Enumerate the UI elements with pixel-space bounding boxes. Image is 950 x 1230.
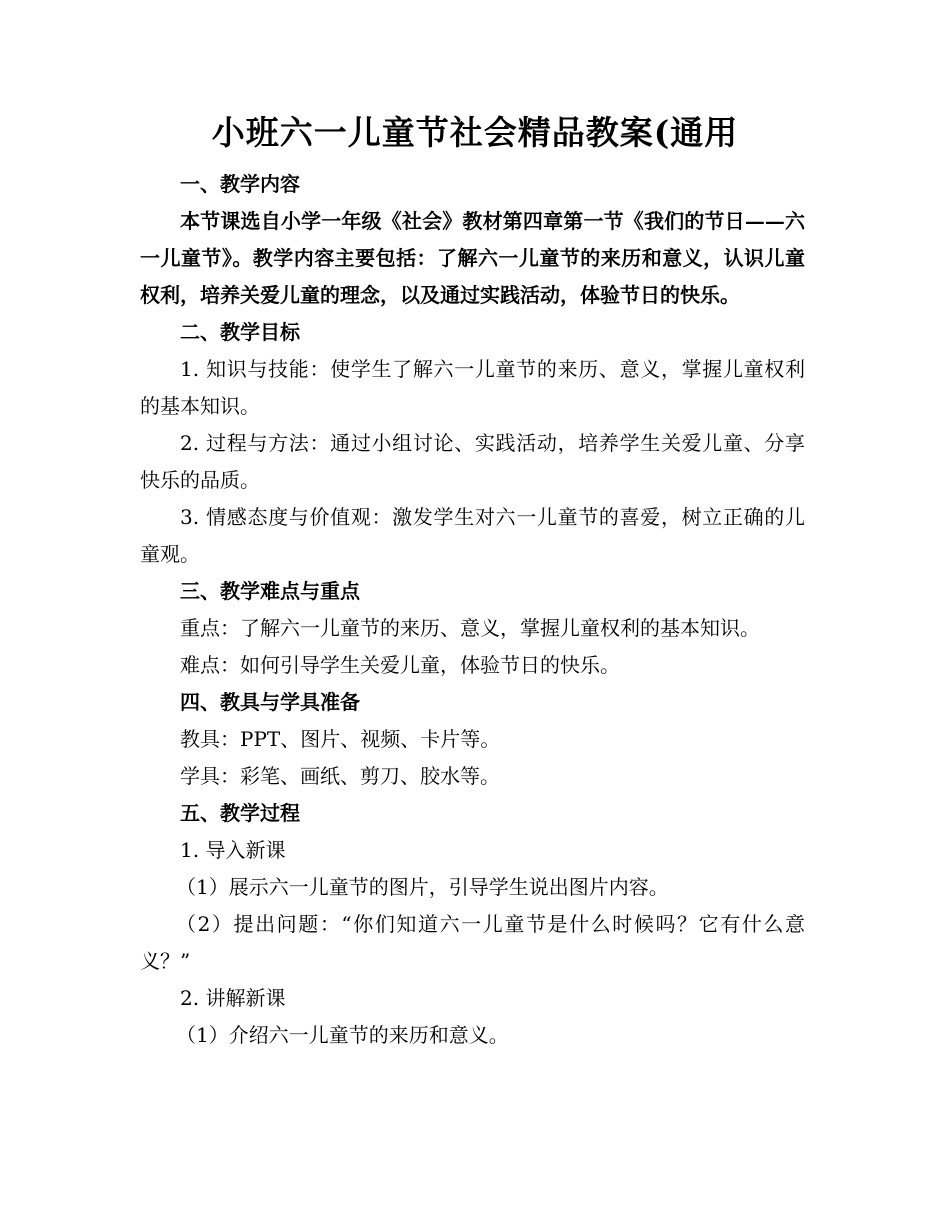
paragraph: 本节课选自小学一年级《社会》教材第四章第一节《我们的节日——六一儿童节》。教学内容主要包括：了解六一儿童节的来历和意义，认识儿童权利，培养关爱儿童的理念，以及通过实践活动，体验节日的快乐。: [140, 209, 805, 307]
document-title: 小班六一儿童节社会精品教案(通用: [211, 113, 739, 152]
section-heading: 一、教学内容: [180, 172, 300, 196]
document-body: [140, 166, 805, 1054]
teacher-tools: 教具：PPT、图片、视频、卡片等。: [180, 727, 501, 751]
objective-item: 2. 过程与方法：通过小组讨论、实践活动，培养学生关爱儿童、分享快乐的品质。: [140, 431, 805, 492]
section-heading: 三、教学难点与重点: [180, 579, 360, 603]
process-substep: （1）展示六一儿童节的图片，引导学生说出图片内容。: [176, 875, 669, 899]
process-step: 2. 讲解新课: [180, 986, 286, 1010]
student-tools: 学具：彩笔、画纸、剪刀、胶水等。: [180, 764, 500, 788]
difficult-point: 难点：如何引导学生关爱儿童，体验节日的快乐。: [180, 653, 620, 677]
key-point: 重点：了解六一儿童节的来历、意义，掌握儿童权利的基本知识。: [180, 616, 760, 640]
process-step: 1. 导入新课: [180, 838, 286, 862]
objective-item: 1. 知识与技能：使学生了解六一儿童节的来历、意义，掌握儿童权利的基本知识。: [140, 357, 805, 418]
section-heading: 四、教具与学具准备: [180, 690, 360, 714]
section-heading: 五、教学过程: [180, 801, 300, 825]
objective-item: 3. 情感态度与价值观：激发学生对六一儿童节的喜爱，树立正确的儿童观。: [140, 505, 805, 566]
process-substep: （2）提出问题：“你们知道六一儿童节是什么时候吗？它有什么意义？”: [140, 912, 805, 973]
process-substep: （1）介绍六一儿童节的来历和意义。: [176, 1023, 509, 1047]
section-heading: 二、教学目标: [180, 320, 300, 344]
